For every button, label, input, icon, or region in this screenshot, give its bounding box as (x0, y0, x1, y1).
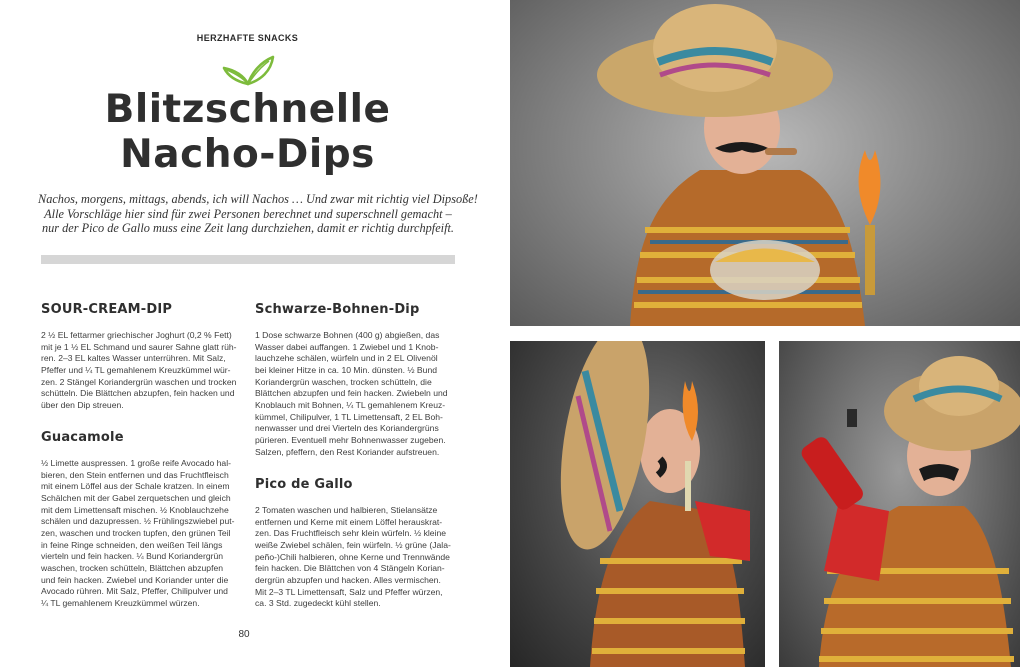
photo-gutter (765, 341, 779, 667)
section-label: HERZHAFTE SNACKS (196, 33, 299, 43)
recipe-line: zen. Das Fruchtfleisch sehr klein würfeln. ½ kleine (255, 528, 447, 539)
recipe-line: Mit 2–3 TL Limettensaft, Salz und Pfeffer würzen, (255, 586, 443, 597)
recipe-line: ¼ TL gemahlenem Kreuzkümmel würzen. (41, 597, 200, 608)
photo-illustration (510, 341, 765, 667)
page-title-line-1: Blitzschnelle (104, 87, 391, 132)
recipe-line: Wasser dabei auffangen. 1 Zwiebel und 1 Knob- (255, 341, 439, 352)
recipe-title-black-bean: Schwarze-Bohnen-Dip (255, 302, 420, 317)
photo-sombrero-nachos (510, 0, 1020, 326)
recipe-line: dergrün abzupfen und hacken. Alles vermischen. (255, 574, 441, 585)
recipe-line: Schälchen mit der Gabel zerquetschen und gleich (41, 492, 231, 503)
intro-line: Alle Vorschläge hier sind für zwei Personen berechnet und superschnell gemacht – (44, 206, 452, 221)
photo-gutter (510, 326, 1020, 341)
recipe-line: 2 Tomaten waschen und halbieren, Stielansätze (255, 505, 438, 515)
recipe-line: Salzen, pfeffern, den Rest Koriander aufstreuen. (255, 446, 440, 457)
recipe-title-pico-de-gallo: Pico de Gallo (255, 477, 353, 492)
recipe-line: bieren, den Stein entfernen und das Fruchtfleisch (41, 469, 229, 480)
recipe-line: Avocado rühren. Mit Salz, Pfeffer, Chilipulver und (41, 586, 228, 597)
recipe-line: schütteln. Die Blättchen abzupfen, fein hacken und (41, 388, 235, 399)
recipe-line: in feine Ringe schneiden, den weißen Teil längs (41, 539, 223, 550)
recipe-line: pürieren. Eventuell mehr Bohnenwasser zugeben. (255, 434, 446, 445)
recipe-line: ½ Limette auspressen. 1 große reife Avocado hal- (41, 458, 231, 468)
recipe-line: peño-)Chili halbieren, ohne Kerne und Trennwände (255, 551, 450, 562)
recipe-line: entfernen und Kerne mit einem Löffel herauskrat- (255, 516, 443, 527)
page-number: 80 (238, 629, 250, 640)
photo-fire-breathing (510, 341, 765, 667)
intro-text (38, 192, 478, 236)
leaf-icon (221, 54, 275, 86)
recipe-text-sour-cream (41, 330, 245, 412)
recipe-text-black-bean (255, 330, 459, 458)
recipe-line: mit je 1 ½ EL Schmand und saurer Sahne glatt rüh- (41, 341, 237, 352)
recipe-line: kümmel, Chilipulver, 1 TL Limettensaft, 2 EL Boh- (255, 411, 443, 422)
recipe-line: ren. 2–3 EL kaltes Wasser unterrühren. Mit Salz, (41, 353, 226, 364)
divider-bar (41, 255, 455, 264)
recipe-title-guacamole: Guacamole (41, 430, 124, 445)
recipe-line: schälen und dazupressen. ½ Frühlingszwiebel put- (41, 516, 235, 527)
recipe-text-pico-de-gallo (255, 505, 459, 610)
recipe-line: fein hacken. Die Blättchen von 4 Stängeln Korian- (255, 563, 445, 574)
recipe-line: lauchzehe schälen, würfeln und in 2 EL Olivenöl (255, 353, 438, 364)
recipe-line: mit dem Limettensaft mischen. ½ Knoblauchzehe (41, 504, 229, 515)
recipe-line: nenwasser und drei Vierteln des Koriandergrüns (255, 423, 439, 434)
recipe-line: bei kleiner Hitze in ca. 10 Min. dünsten. ½ Bund (255, 364, 438, 375)
recipe-title-sour-cream: SOUR-CREAM-DIP (41, 302, 173, 317)
recipe-line: zen, waschen und trocken tupfen, den grünen Teil (41, 527, 231, 538)
recipe-line: 2 ½ EL fettarmer griechischer Joghurt (0,2 % Fett) (41, 330, 232, 340)
recipe-line: und fein hacken. Zwiebel und Koriander unter die (41, 574, 229, 585)
recipe-line: ca. 3 Std. zugedeckt kühl stellen. (255, 598, 381, 609)
recipe-line: weiße Zwiebel schälen, fein würfeln. ½ grüne (Jala- (255, 539, 451, 550)
recipe-line: Blättchen abzupfen und fein hacken. Zwiebeln und (255, 388, 448, 399)
recipe-line: 1 Dose schwarze Bohnen (400 g) abgießen, das (255, 330, 440, 340)
intro-line: Nachos, morgens, mittags, abends, ich will Nachos … Und zwar mit richtig viel Dipsoße! (38, 192, 478, 206)
recipe-line: Knoblauch mit Bohnen, ¼ TL gemahlenem Kreuz- (255, 399, 446, 410)
photo-illustration (779, 341, 1020, 667)
recipe-text-guacamole (41, 458, 245, 610)
recipe-line: vierteln und fein hacken. ¼ Bund Koriandergrün (41, 551, 224, 562)
recipe-line: über den Dip streuen. (41, 399, 124, 410)
recipe-line: waschen, trocken schütteln, Blättchen abzupfen (41, 562, 224, 573)
page-title-line-2: Nacho-Dips (120, 132, 375, 177)
recipe-line: mit einem Löffel aus der Schale kratzen. In einem (41, 481, 230, 492)
photo-fire-extinguisher (779, 341, 1020, 667)
recipe-line: Pfeffer und ¼ TL gemahlenem Kreuzkümmel wür- (41, 364, 231, 375)
intro-line: nur der Pico de Gallo muss eine Zeit lang durchziehen, damit er richtig durchpfeift. (41, 221, 454, 236)
recipe-line: zen. 2 Stängel Koriandergrün waschen und trocken (41, 376, 237, 387)
recipe-line: Koriandergrün waschen, trocken schütteln, die (255, 376, 432, 387)
photo-illustration (510, 0, 1020, 326)
